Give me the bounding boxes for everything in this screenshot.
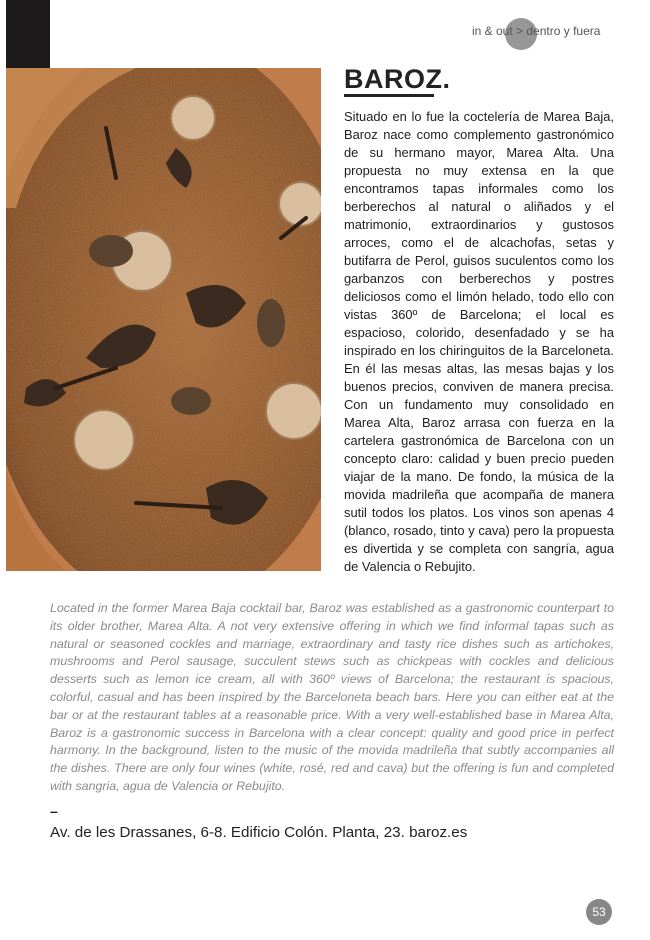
spanish-body (344, 108, 614, 576)
separator-dash: – (50, 803, 58, 819)
spanish-paragraph: Situado en lo fue la coctelería de Marea Baja, Baroz nace como complemento gastronómico de su hermano mayor, Marea Alta. Una propuesta no muy extensa en la que encontramos tapas informales como los berberechos al natural o aliñados y el matrimonio, extraordinarios y gustosos arroces, como el de alcachofas, setas y butifarra de Perol, guisos suculentos como los garbanzos con berberechos y postres deliciosos como el limón helado, todo ello con vistas 360º de Barcelona; el local es espacioso, colorido, desenfadado y se ha inspirado en los chiringuitos de la Barceloneta. En él las mesas altas, las mesas bajas y los buenos precios, conviven de manera precisa. Con un fundamento muy consolidado en Marea Alta, Baroz arrasa con fuerza en la cartelera gastronómica de Barcelona con un concepto claro: calidad y buen precio pueden viajar de la mano. De fondo, la música de la movida madrileña que acompaña de manera sutil todos los platos. Los vinos son apenas 4 (blanco, rosado, tinto y cava) pero la propuesta es divertida y se completa con sangría, agua de Valencia o Rebujito. (344, 109, 614, 574)
section-header (472, 24, 600, 38)
english-body (50, 600, 614, 796)
section-label: in & out > dentro y fuera (472, 24, 601, 38)
rice-dish-photo (6, 68, 321, 571)
page-number-badge: 53 (586, 899, 612, 925)
english-paragraph: Located in the former Marea Baja cocktail bar, Baroz was established as a gastronomic counterpart to its older brother, Marea Alta. A not very extensive offering in which we find informal tapas such as natural or seasoned cockles and marriage, extraordinary and tasty rice dishes such as artichokes, mushrooms and Perol sausage, succulent stews such as chickpeas with cockles and delicious desserts such as lemon ice cream, all with 360º views of Barcelona; the restaurant is spacious, colorful, casual and has been inspired by the Barceloneta beach bars. Here you can either eat at the bar or at the restaurant tables at a reasonable price. With a very well-established base in Marea Alta, Baroz is a gastronomic success in Barcelona with a clear concept: quality and good price in perfect harmony. In the background, listen to the music of the movida madrileña that subtly accompanies all the dishes. There are only four wines (white, rosé, red and cava) but the offering is fun and completed with sangria, agua de Valencia or Rebujito. (50, 601, 614, 793)
address-line: Av. de les Drassanes, 6-8. Edificio Colón. Planta, 23. baroz.es (50, 824, 468, 841)
article-title: BAROZ. (344, 64, 451, 94)
title-underline (344, 94, 434, 97)
black-corner-bar (6, 0, 50, 68)
